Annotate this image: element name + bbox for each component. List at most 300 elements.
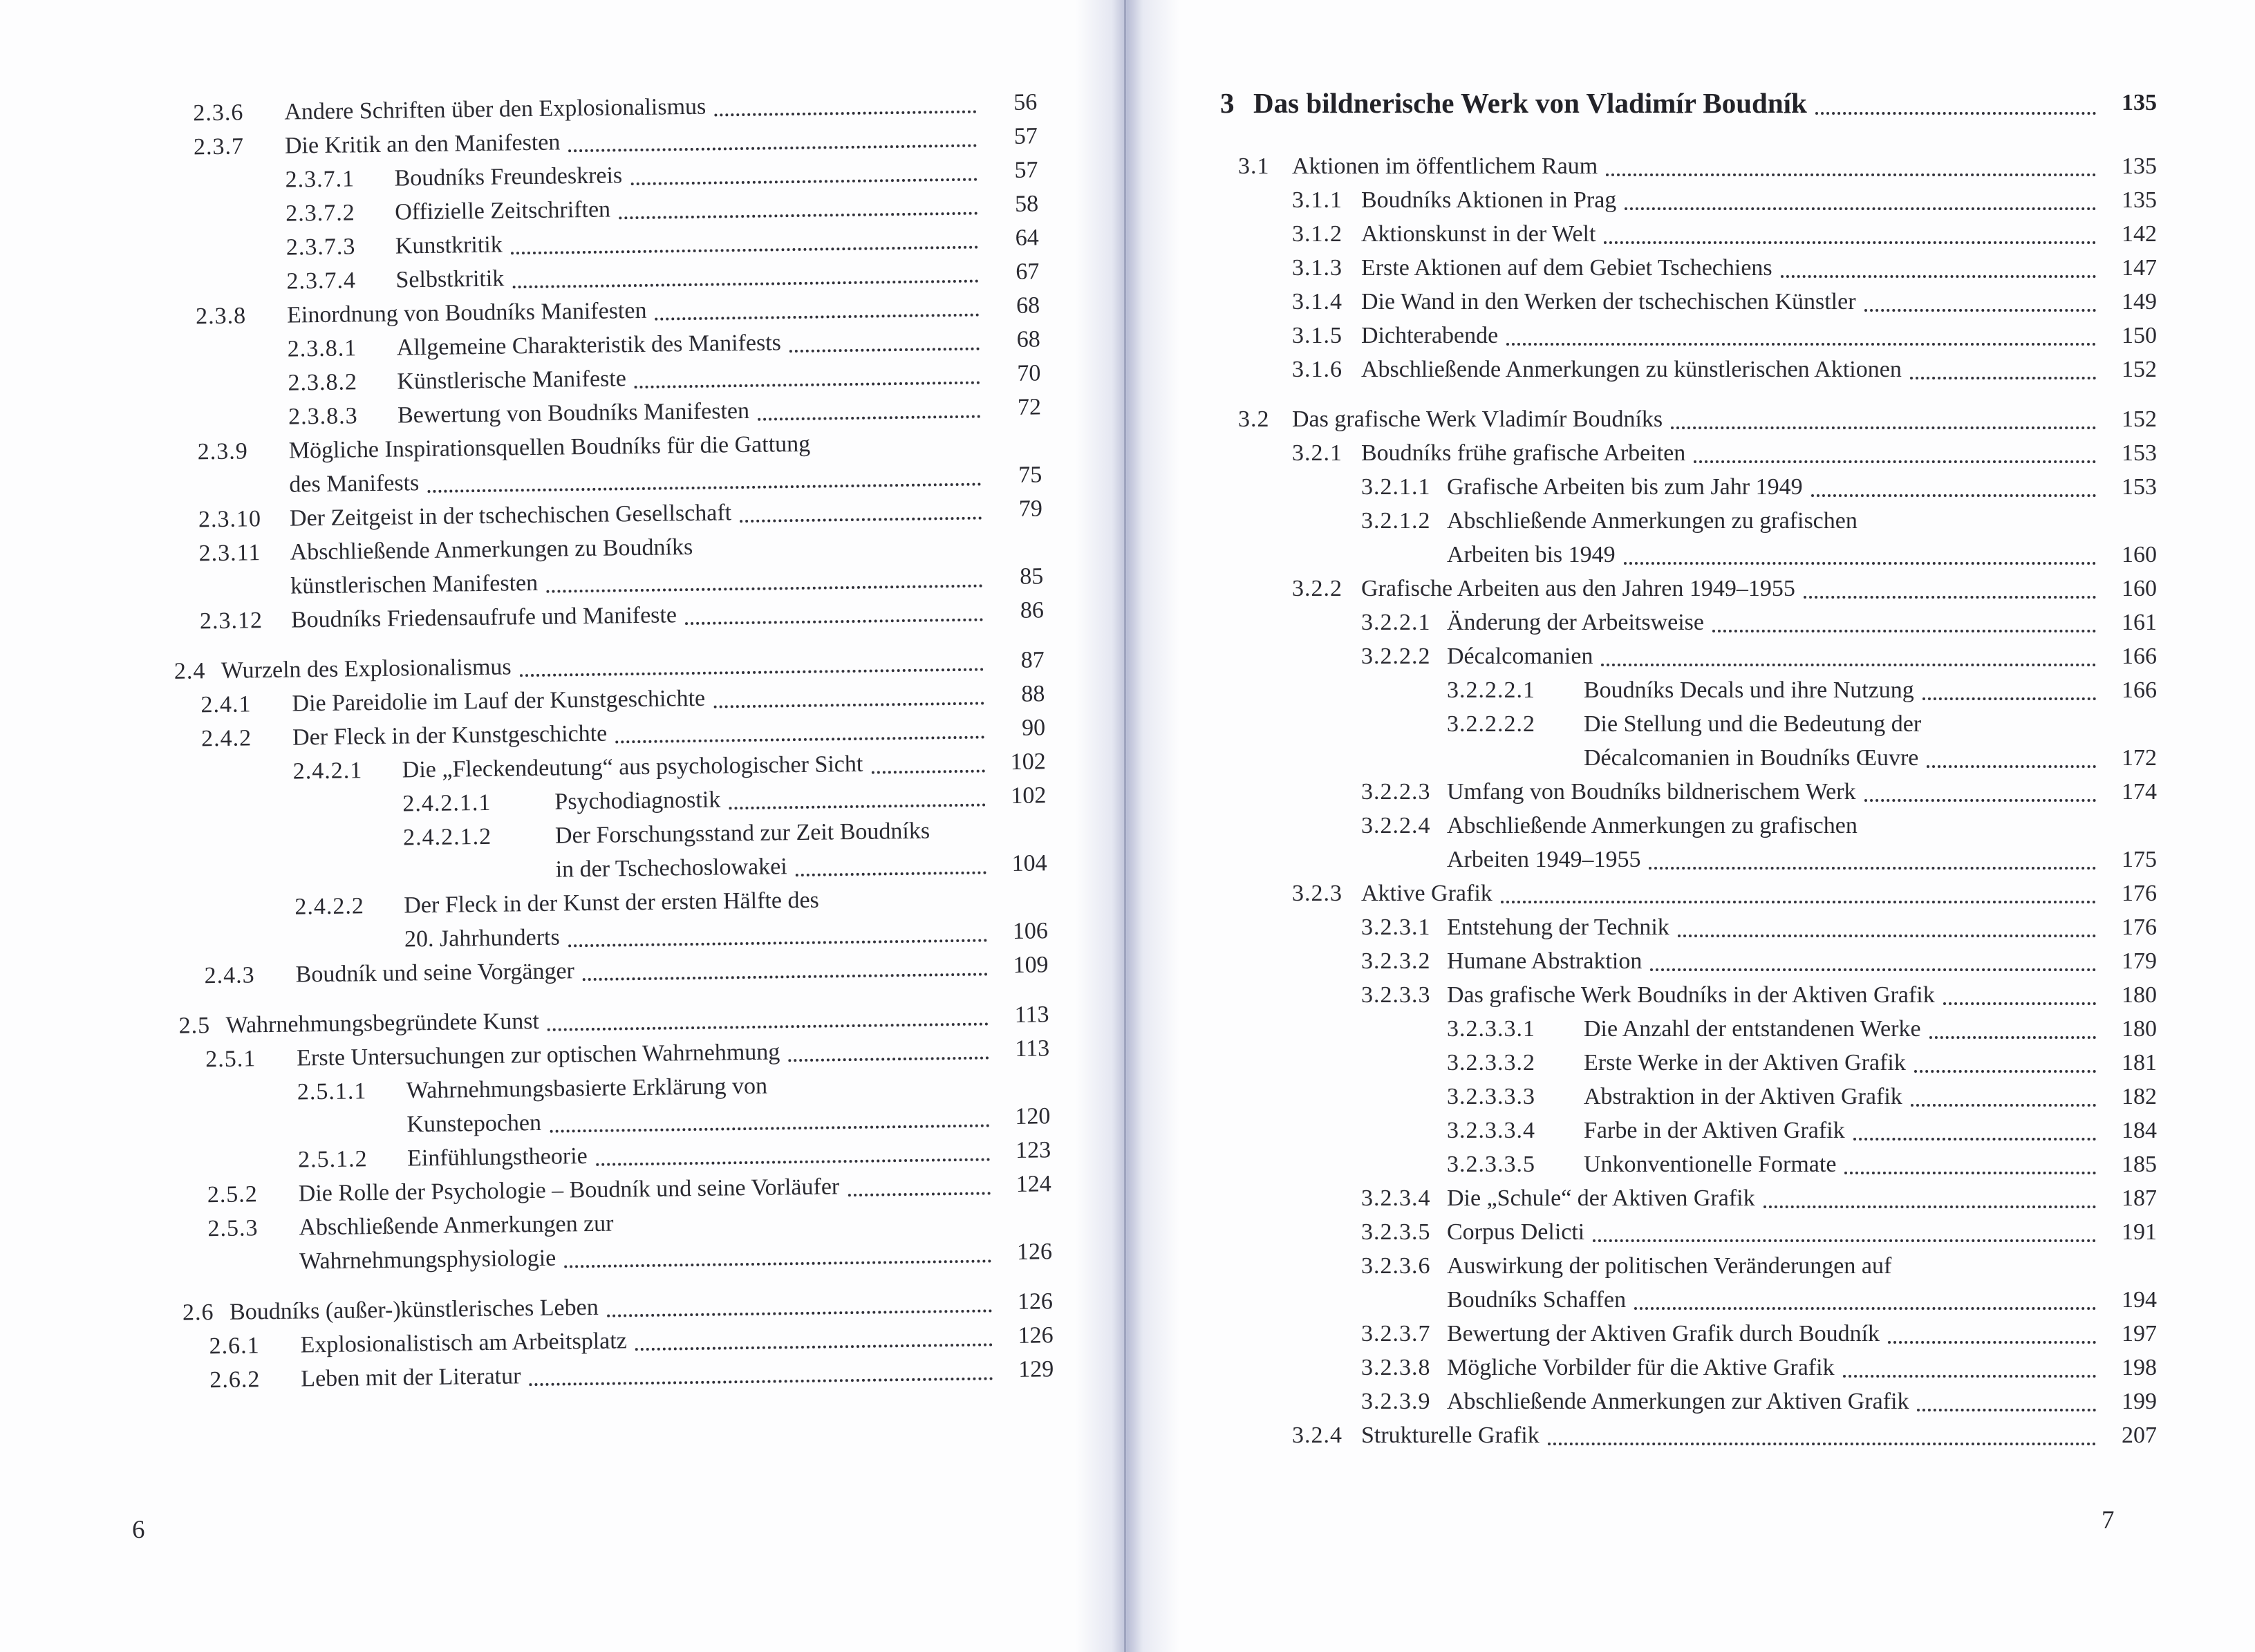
toc-entry-page: 184 bbox=[2122, 1118, 2157, 1143]
toc-entry-number: 2.4.2.1 bbox=[292, 758, 363, 785]
toc-entry-number: 3.2.3.2 bbox=[1361, 948, 1431, 974]
dotted-leader bbox=[1917, 1409, 2096, 1411]
toc-entry-number: 2.4.2 bbox=[200, 725, 252, 752]
toc-entry-page: 153 bbox=[2122, 474, 2157, 500]
toc-entry-title: Boudníks Schaffen bbox=[1447, 1287, 1627, 1313]
dotted-leader bbox=[1593, 1239, 2096, 1242]
dotted-leader bbox=[596, 1158, 990, 1165]
toc-entry bbox=[1220, 1351, 2157, 1385]
toc-entry-line bbox=[1361, 1351, 2157, 1385]
toc-entry-title: Boudník und seine Vorgänger bbox=[295, 958, 575, 988]
toc-entry bbox=[1220, 1418, 2157, 1452]
dotted-leader bbox=[1811, 494, 2096, 497]
toc-entry-number: 3.2.3.7 bbox=[1361, 1321, 1431, 1346]
toc-entry-title: Das grafische Werk Vladimír Boudníks bbox=[1292, 406, 1663, 432]
dotted-leader bbox=[1604, 241, 2096, 244]
toc-entry-page: 197 bbox=[2122, 1321, 2157, 1346]
toc-entry-page: 126 bbox=[1018, 1322, 1054, 1349]
toc-entry-number: 3.1.2 bbox=[1292, 221, 1342, 247]
dotted-leader bbox=[1910, 377, 2096, 379]
toc-entry bbox=[1220, 1317, 2157, 1351]
page-gutter-line bbox=[1124, 0, 1126, 1652]
toc-entry bbox=[1220, 910, 2157, 944]
toc-entry-number: 2.4.3 bbox=[204, 962, 255, 989]
toc-entry-page: 86 bbox=[1020, 597, 1045, 623]
toc-entry-line bbox=[1220, 83, 2157, 123]
toc-entry-title: Aktive Grafik bbox=[1361, 881, 1493, 906]
dotted-leader bbox=[714, 111, 976, 117]
toc-entry-page: 79 bbox=[1018, 496, 1043, 522]
dotted-leader bbox=[1634, 1307, 2096, 1310]
toc-entry-line bbox=[1361, 843, 2157, 876]
toc-entry-line bbox=[1361, 606, 2157, 639]
toc-entry-title: Der Forschungsstand zur Zeit Boudníks bbox=[554, 818, 930, 849]
toc-entry-title: Abschließende Anmerkungen zur bbox=[299, 1210, 614, 1241]
toc-entry-title: Erste Aktionen auf dem Gebiet Tschechiens bbox=[1361, 255, 1772, 281]
toc-entry-page: 109 bbox=[1013, 952, 1049, 978]
toc-entry-title: Boudníks frühe grafische Arbeiten bbox=[1361, 440, 1686, 466]
toc-entry-line bbox=[1361, 1181, 2157, 1215]
toc-entry-title: Kunstkritik bbox=[395, 232, 503, 259]
toc-entry-page: 142 bbox=[2122, 221, 2157, 247]
toc-entry-title: Abschließende Anmerkungen zu Boudníks bbox=[290, 534, 693, 565]
toc-entry bbox=[1220, 1012, 2157, 1046]
toc-entry bbox=[1220, 1046, 2157, 1080]
toc-entry-number: 3.2.3.9 bbox=[1361, 1389, 1431, 1414]
dotted-leader bbox=[1804, 596, 2096, 599]
toc-entry-title: Erste Untersuchungen zur optischen Wahrnehmung bbox=[296, 1039, 780, 1071]
dotted-leader bbox=[630, 178, 977, 186]
toc-entry-title: Das grafische Werk Boudníks in der Aktiven Grafik bbox=[1447, 982, 1935, 1008]
toc-entry-number: 2.5.1.1 bbox=[297, 1078, 367, 1105]
toc-entry-number: 2.3.11 bbox=[198, 540, 261, 567]
toc-entry-line bbox=[1292, 319, 2157, 353]
toc-entry-number: 2.3.6 bbox=[193, 100, 244, 126]
dotted-leader bbox=[1671, 426, 2096, 429]
toc-entry-number: 2.3.8.1 bbox=[287, 335, 357, 362]
toc-entry-page: 199 bbox=[2122, 1389, 2157, 1414]
toc-entry-number: 3.1.1 bbox=[1292, 187, 1342, 213]
toc-entry-number: 2.3.9 bbox=[197, 438, 248, 465]
toc-entry-number: 3.2.3.6 bbox=[1361, 1253, 1431, 1279]
toc-entry-number: 3.2.2.3 bbox=[1361, 779, 1431, 805]
toc-entry-title: Wahrnehmungsphysiologie bbox=[299, 1245, 556, 1275]
toc-entry bbox=[1220, 673, 2157, 707]
toc-entry-page: 102 bbox=[1010, 749, 1046, 775]
toc-entry bbox=[1220, 470, 2157, 504]
toc-entry-title: Entstehung der Technik bbox=[1447, 914, 1669, 940]
toc-entry-page: 179 bbox=[2122, 948, 2157, 974]
toc-entry-title: Humane Abstraktion bbox=[1447, 948, 1643, 974]
toc-entry-page: 72 bbox=[1017, 394, 1042, 420]
dotted-leader bbox=[871, 769, 984, 773]
toc-entry-number: 2.3.8 bbox=[195, 303, 247, 330]
toc-entry-line bbox=[1447, 1114, 2157, 1147]
toc-entry-page: 176 bbox=[2122, 881, 2157, 906]
dotted-leader bbox=[655, 314, 980, 321]
toc-entry bbox=[1220, 1215, 2157, 1249]
toc-entry bbox=[1220, 876, 2157, 910]
dotted-leader bbox=[1844, 1172, 2096, 1174]
toc-entry bbox=[1220, 639, 2157, 673]
toc-entry-page: 124 bbox=[1016, 1171, 1051, 1197]
dotted-leader bbox=[1694, 460, 2096, 463]
toc-entry-line bbox=[1361, 775, 2157, 809]
toc-entry-number: 2.4.2.1.2 bbox=[402, 823, 492, 851]
toc-entry-title: Die Rolle der Psychologie – Boudník und seine Vorläufer bbox=[298, 1174, 840, 1207]
dotted-leader bbox=[1927, 765, 2096, 768]
toc-entry-number: 3.2.2.2 bbox=[1361, 644, 1431, 669]
toc-entry-page: 104 bbox=[1011, 850, 1047, 876]
dotted-leader bbox=[1914, 1070, 2096, 1073]
toc-entry-title: Wurzeln des Explosionalismus bbox=[221, 654, 512, 684]
toc-entry bbox=[1220, 353, 2157, 386]
toc-entry-page: 129 bbox=[1018, 1356, 1054, 1382]
toc-entry bbox=[1220, 149, 2157, 183]
toc-entry bbox=[1220, 809, 2157, 876]
toc-entry-number: 2.4.1 bbox=[200, 691, 252, 718]
toc-entry-title: Boudníks Friedensaufrufe und Manifeste bbox=[290, 602, 677, 633]
toc-entry-page: 182 bbox=[2122, 1084, 2157, 1109]
toc-entry-page: 67 bbox=[1016, 259, 1040, 285]
toc-entry-page: 126 bbox=[1017, 1288, 1054, 1315]
dotted-leader bbox=[788, 1056, 989, 1062]
toc-entry-title: 20. Jahrhunderts bbox=[404, 924, 560, 952]
dotted-leader bbox=[635, 382, 980, 389]
toc-entry bbox=[1220, 504, 2157, 572]
dotted-leader bbox=[568, 939, 987, 947]
toc-entry-page: 150 bbox=[2122, 323, 2157, 348]
dotted-leader bbox=[729, 803, 985, 809]
dotted-leader bbox=[1843, 1375, 2096, 1378]
toc-entry-title: Mögliche Inspirationsquellen Boudníks für die Gattung bbox=[288, 431, 811, 464]
toc-entry bbox=[1220, 319, 2157, 353]
toc-entry-title: Décalcomanien in Boudníks Œuvre bbox=[1584, 745, 1919, 771]
toc-entry-page: 135 bbox=[2122, 90, 2157, 115]
toc-entry-page: 87 bbox=[1020, 647, 1045, 673]
toc-entry-line bbox=[1361, 504, 2157, 538]
left-page-number: 6 bbox=[132, 1516, 145, 1544]
toc-entry-number: 2.5 bbox=[178, 1013, 211, 1039]
toc-entry-number: 3.2.3.3 bbox=[1361, 982, 1431, 1008]
toc-entry-number: 2.4.2.2 bbox=[294, 893, 365, 920]
dotted-leader bbox=[1922, 697, 2096, 700]
toc-entry-page: 102 bbox=[1011, 782, 1047, 809]
toc-entry-line bbox=[1447, 673, 2157, 707]
toc-entry-title: Mögliche Vorbilder für die Aktive Grafik bbox=[1447, 1355, 1835, 1380]
dotted-leader bbox=[1650, 968, 2096, 971]
toc-entry-line bbox=[1361, 809, 2157, 843]
toc-entry-title: Arbeiten bis 1949 bbox=[1447, 542, 1616, 567]
toc-entry bbox=[1220, 436, 2157, 470]
toc-entry-number: 2.3.10 bbox=[198, 506, 262, 533]
dotted-leader bbox=[583, 973, 988, 981]
toc-entry-title: Das bildnerische Werk von Vladimír Boudník bbox=[1253, 87, 1807, 119]
toc-entry-line bbox=[1361, 910, 2157, 944]
toc-entry-number: 2.3.7 bbox=[193, 133, 245, 160]
dotted-leader bbox=[1763, 1205, 2096, 1208]
toc-entry bbox=[165, 424, 1042, 503]
page-gutter-shadow bbox=[1076, 0, 1179, 1652]
toc-entry-number: 2.3.12 bbox=[199, 608, 263, 635]
toc-entry-number: 2.3.7.1 bbox=[285, 166, 355, 193]
toc-entry-number: 2.6 bbox=[182, 1299, 214, 1326]
toc-entry bbox=[1220, 1181, 2157, 1215]
toc-entry-page: 185 bbox=[2122, 1152, 2157, 1177]
toc-entry-title: Bewertung von Boudníks Manifesten bbox=[397, 397, 750, 429]
toc-entry bbox=[1220, 775, 2157, 809]
dotted-leader bbox=[607, 1309, 992, 1317]
toc-entry-page: 68 bbox=[1016, 326, 1040, 353]
toc-entry-number: 2.3.8.2 bbox=[288, 369, 358, 396]
toc-entry-title: Der Fleck in der Kunst der ersten Hälfte des bbox=[404, 887, 820, 919]
dotted-leader bbox=[1864, 799, 2096, 802]
toc-entry-number: 3.2.3.8 bbox=[1361, 1355, 1431, 1380]
toc-entry-number: 3.1.5 bbox=[1292, 323, 1342, 348]
toc-entry-title: Arbeiten 1949–1955 bbox=[1447, 847, 1641, 872]
toc-entry bbox=[1220, 944, 2157, 978]
dotted-leader bbox=[546, 585, 982, 593]
toc-entry-page: 56 bbox=[1013, 89, 1038, 115]
toc-entry-page: 75 bbox=[1018, 462, 1042, 488]
toc-entry bbox=[176, 1201, 1052, 1280]
dotted-leader bbox=[1888, 1341, 2096, 1344]
toc-entry-number: 3.2.2.4 bbox=[1361, 813, 1431, 838]
dotted-leader bbox=[1548, 1443, 2096, 1445]
dotted-leader bbox=[1624, 562, 2096, 565]
toc-entry-line bbox=[1238, 149, 2157, 183]
toc-entry-page: 166 bbox=[2122, 677, 2157, 703]
toc-entry-number: 3.2.1.1 bbox=[1361, 474, 1431, 500]
toc-entry-title: Wahrnehmungsbegründete Kunst bbox=[225, 1008, 540, 1038]
toc-entry-title: Abschließende Anmerkungen zu grafischen bbox=[1447, 508, 1858, 534]
toc-entry-title: Abstraktion in der Aktiven Grafik bbox=[1584, 1084, 1902, 1109]
toc-entry-number: 2.4.2.1.1 bbox=[402, 789, 492, 817]
toc-entry-number: 3.2.1.2 bbox=[1361, 508, 1431, 534]
dotted-leader bbox=[848, 1192, 991, 1196]
toc-entry-title: Aktionskunst in der Welt bbox=[1361, 221, 1596, 247]
toc-entry-page: 166 bbox=[2122, 644, 2157, 669]
toc-entry-line bbox=[1361, 944, 2157, 978]
toc-entry-title: Grafische Arbeiten bis zum Jahr 1949 bbox=[1447, 474, 1803, 500]
toc-entry-page: 175 bbox=[2122, 847, 2157, 872]
toc-entry-page: 149 bbox=[2122, 289, 2157, 315]
toc-entry-line bbox=[1361, 1215, 2157, 1249]
toc-entry-line bbox=[1447, 741, 2157, 775]
toc-entry bbox=[167, 525, 1043, 605]
toc-entry-title: Grafische Arbeiten aus den Jahren 1949–1955 bbox=[1361, 576, 1795, 601]
toc-entry-page: 123 bbox=[1015, 1137, 1051, 1163]
toc-entry bbox=[1220, 572, 2157, 606]
toc-chapter-heading bbox=[1220, 83, 2157, 123]
toc-entry-title: Psychodiagnostik bbox=[554, 787, 721, 815]
toc-entry-page: 57 bbox=[1014, 157, 1038, 183]
toc-entry-page: 106 bbox=[1012, 918, 1049, 944]
toc-entry-title: Abschließende Anmerkungen zur Aktiven Grafik bbox=[1447, 1389, 1909, 1414]
toc-entry-line bbox=[1447, 707, 2157, 741]
toc-entry-page: 90 bbox=[1021, 715, 1046, 741]
toc-entry-title: Umfang von Boudníks bildnerischem Werk bbox=[1447, 779, 1856, 805]
toc-entry-title: Der Fleck in der Kunstgeschichte bbox=[292, 720, 608, 751]
toc-entry-title: Boudníks Decals und ihre Nutzung bbox=[1584, 677, 1914, 703]
toc-entry-title: Einfühlungstheorie bbox=[406, 1143, 588, 1172]
toc-entry-page: 194 bbox=[2122, 1287, 2157, 1313]
toc-entry-line bbox=[1361, 639, 2157, 673]
dotted-leader bbox=[619, 212, 977, 220]
toc-entry-page: 57 bbox=[1013, 123, 1038, 149]
toc-entry-page: 174 bbox=[2122, 779, 2157, 805]
toc-entry bbox=[1220, 1080, 2157, 1114]
toc-entry-page: 152 bbox=[2122, 406, 2157, 432]
toc-entry-page: 113 bbox=[1014, 1002, 1049, 1028]
toc-entry-number: 2.5.3 bbox=[207, 1215, 259, 1242]
right-page-toc-entries bbox=[1220, 83, 2157, 1452]
toc-entry-title: Allgemeine Charakteristik des Manifests bbox=[396, 330, 782, 361]
toc-entry-number: 3.2.2.1 bbox=[1361, 610, 1431, 635]
toc-entry-page: 85 bbox=[1019, 563, 1044, 590]
toc-entry-number: 3.2.3 bbox=[1292, 881, 1342, 906]
dotted-leader bbox=[1678, 935, 2096, 937]
toc-entry-number: 2.6.1 bbox=[209, 1333, 260, 1360]
toc-entry-page: 207 bbox=[2122, 1423, 2157, 1448]
toc-entry bbox=[171, 812, 1047, 892]
toc-entry-title: künstlerischen Manifesten bbox=[290, 570, 539, 599]
toc-entry bbox=[1220, 1249, 2157, 1317]
toc-entry bbox=[174, 1065, 1051, 1145]
toc-entry-number: 2.4 bbox=[174, 658, 206, 684]
toc-entry-page: 147 bbox=[2122, 255, 2157, 281]
toc-entry-line bbox=[1361, 1249, 2157, 1283]
toc-entry-page: 126 bbox=[1016, 1239, 1053, 1265]
dotted-leader bbox=[1501, 901, 2096, 903]
toc-entry-page: 181 bbox=[2122, 1050, 2157, 1076]
toc-entry-title: Leben mit der Literatur bbox=[301, 1363, 521, 1392]
toc-entry-number: 3.2.3.1 bbox=[1361, 914, 1431, 940]
dotted-leader bbox=[713, 702, 984, 708]
toc-entry-title: Décalcomanien bbox=[1447, 644, 1593, 669]
left-page bbox=[161, 85, 1054, 1397]
dotted-leader bbox=[1649, 867, 2096, 870]
toc-entry-page: 161 bbox=[2122, 610, 2157, 635]
dotted-leader bbox=[1506, 343, 2096, 346]
right-page-number: 7 bbox=[2102, 1506, 2115, 1534]
toc-entry-line bbox=[1447, 1046, 2157, 1080]
toc-entry-title: Der Zeitgeist in der tschechischen Gesellschaft bbox=[289, 500, 732, 532]
toc-entry-number: 3.2.3.4 bbox=[1361, 1185, 1431, 1211]
toc-entry-page: 152 bbox=[2122, 357, 2157, 382]
toc-entry-number: 3.2.3.3.3 bbox=[1447, 1084, 1535, 1109]
toc-entry-title: Einordnung von Boudníks Manifesten bbox=[286, 297, 647, 328]
toc-entry-page: 180 bbox=[2122, 982, 2157, 1008]
toc-entry bbox=[1220, 251, 2157, 285]
toc-entry-number: 3.2 bbox=[1238, 406, 1270, 432]
toc-entry bbox=[1220, 1147, 2157, 1181]
toc-entry-number: 2.5.2 bbox=[207, 1181, 259, 1208]
toc-entry bbox=[1220, 183, 2157, 217]
toc-entry-line bbox=[1361, 1385, 2157, 1418]
dotted-leader bbox=[1606, 173, 2096, 176]
toc-entry-title: Kunstepochen bbox=[406, 1109, 542, 1138]
toc-entry-title: Abschließende Anmerkungen zu künstlerischen Aktionen bbox=[1361, 357, 1902, 382]
dotted-leader bbox=[530, 1377, 993, 1386]
toc-entry bbox=[1220, 978, 2157, 1012]
toc-entry-page: 135 bbox=[2122, 187, 2157, 213]
toc-entry-number: 3.2.4 bbox=[1292, 1423, 1342, 1448]
toc-entry-title: Explosionalistisch am Arbeitsplatz bbox=[300, 1328, 628, 1358]
toc-entry-line bbox=[1238, 402, 2157, 436]
toc-entry-title: Änderung der Arbeitsweise bbox=[1447, 610, 1705, 635]
dotted-leader bbox=[1929, 1036, 2096, 1039]
toc-entry-number: 2.5.1.2 bbox=[297, 1146, 368, 1173]
toc-entry-number: 3.1.4 bbox=[1292, 289, 1342, 315]
toc-entry-title: Selbstkritik bbox=[395, 265, 505, 293]
toc-entry-page: 191 bbox=[2122, 1219, 2157, 1245]
toc-entry-number: 2.3.7.4 bbox=[286, 267, 357, 294]
toc-entry-page: 172 bbox=[2122, 745, 2157, 771]
toc-entry-title: Boudníks Aktionen in Prag bbox=[1361, 187, 1617, 213]
dotted-leader bbox=[758, 415, 980, 421]
toc-entry-title: Corpus Delicti bbox=[1447, 1219, 1585, 1245]
toc-entry-line bbox=[1292, 183, 2157, 217]
toc-entry-number: 3.2.3.3.2 bbox=[1447, 1050, 1535, 1076]
toc-entry-page: 160 bbox=[2122, 542, 2157, 567]
dotted-leader bbox=[520, 668, 984, 677]
dotted-leader bbox=[427, 483, 981, 493]
toc-entry-title: Boudníks (außer-)künstlerisches Leben bbox=[229, 1294, 599, 1325]
dotted-leader bbox=[1943, 1002, 2096, 1005]
toc-entry-title: Die Anzahl der entstandenen Werke bbox=[1584, 1016, 1921, 1042]
toc-entry-title: des Manifests bbox=[289, 470, 420, 498]
toc-entry-line bbox=[1292, 572, 2157, 606]
toc-entry-number: 3.2.2 bbox=[1292, 576, 1342, 601]
dotted-leader bbox=[789, 348, 980, 353]
toc-entry-title: Dichterabende bbox=[1361, 323, 1499, 348]
toc-entry-title: Die Wand in den Werken der tschechischen Künstler bbox=[1361, 289, 1856, 315]
toc-entry-page: 160 bbox=[2122, 576, 2157, 601]
toc-entry-number: 2.3.7.2 bbox=[285, 200, 355, 227]
toc-entry-number: 3 bbox=[1220, 87, 1235, 119]
dotted-leader bbox=[615, 735, 984, 743]
toc-entry bbox=[1220, 606, 2157, 639]
toc-entry-number: 3.2.3.3.4 bbox=[1447, 1118, 1535, 1143]
toc-entry-title: Die Kritik an den Manifesten bbox=[284, 129, 561, 159]
toc-entry-page: 176 bbox=[2122, 914, 2157, 940]
dotted-leader bbox=[1601, 664, 2096, 666]
toc-entry-title: Strukturelle Grafik bbox=[1361, 1423, 1540, 1448]
dotted-leader bbox=[550, 1124, 989, 1132]
toc-entry bbox=[1220, 707, 2157, 775]
toc-entry-title: Die „Schule“ der Aktiven Grafik bbox=[1447, 1185, 1755, 1211]
toc-entry-number: 3.2.2.2.1 bbox=[1447, 677, 1535, 703]
toc-entry-page: 153 bbox=[2122, 440, 2157, 466]
toc-entry-line bbox=[1361, 538, 2157, 572]
toc-entry-title: Farbe in der Aktiven Grafik bbox=[1584, 1118, 1845, 1143]
toc-entry bbox=[1220, 217, 2157, 251]
dotted-leader bbox=[1781, 275, 2096, 278]
dotted-leader bbox=[1853, 1138, 2096, 1141]
toc-entry-title: Die Pareidolie im Lauf der Kunstgeschichte bbox=[292, 685, 706, 717]
dotted-leader bbox=[685, 619, 983, 626]
toc-entry-title: Unkonventionelle Formate bbox=[1584, 1152, 1837, 1177]
toc-entry-number: 2.5.1 bbox=[205, 1046, 256, 1073]
toc-entry-line bbox=[1292, 251, 2157, 285]
dotted-leader bbox=[512, 280, 978, 289]
dotted-leader bbox=[1625, 207, 2096, 210]
dotted-leader bbox=[740, 517, 982, 523]
toc-entry-line bbox=[1361, 1283, 2157, 1317]
toc-entry-line bbox=[1292, 217, 2157, 251]
dotted-leader bbox=[564, 1259, 991, 1268]
